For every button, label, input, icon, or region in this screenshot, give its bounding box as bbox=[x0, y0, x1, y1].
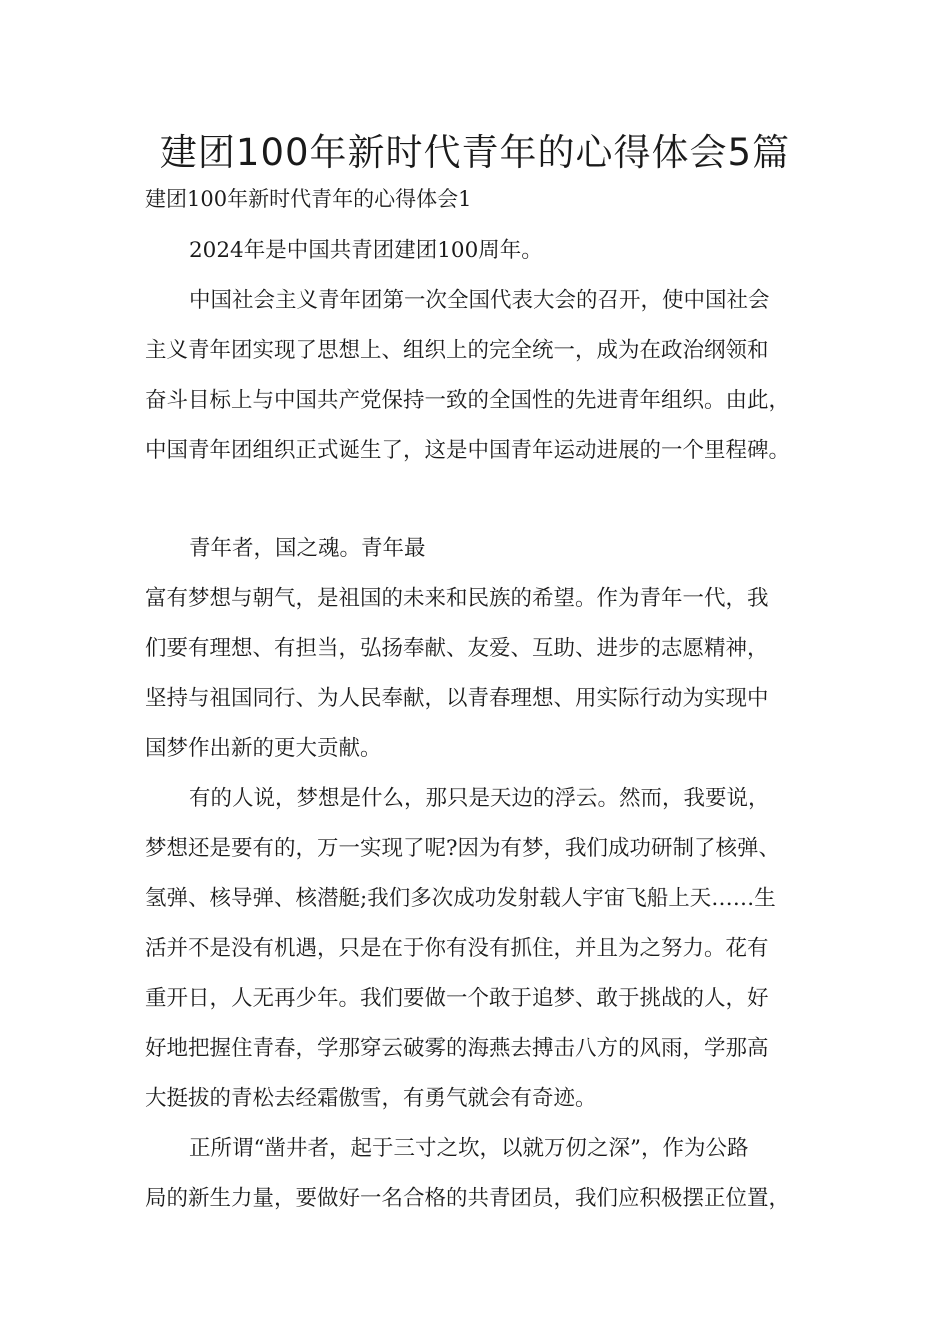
paragraph-2 bbox=[145, 276, 825, 476]
paragraph-line: 们要有理想、有担当，弘扬奉献、友爱、互助、进步的志愿精神， bbox=[145, 636, 769, 661]
paragraph-5 bbox=[145, 1124, 825, 1224]
section-subtitle: 建团100年新时代青年的心得体会1 bbox=[145, 187, 472, 211]
paragraph-line: 重开日，人无再少年。我们要做一个敢于追梦、敢于挑战的人，好 bbox=[145, 986, 769, 1011]
paragraph-line: 青年者，国之魂。青年最 bbox=[189, 536, 426, 561]
paragraph-4 bbox=[145, 774, 825, 1124]
paragraph-line: 梦想还是要有的，万一实现了呢?因为有梦，我们成功研制了核弹、 bbox=[145, 836, 781, 861]
paragraph-line: 好地把握住青春，学那穿云破雾的海燕去搏击八方的风雨，学那高 bbox=[145, 1036, 769, 1061]
paragraph-line: 大挺拔的青松去经霜傲雪，有勇气就会有奇迹。 bbox=[145, 1086, 597, 1111]
paragraph-line: 氢弹、核导弹、核潜艇;我们多次成功发射载人宇宙飞船上天……生 bbox=[145, 886, 776, 911]
paragraph-line: 国梦作出新的更大贡献。 bbox=[145, 736, 382, 761]
paragraph-line: 局的新生力量，要做好一名合格的共青团员，我们应积极摆正位置， bbox=[145, 1186, 791, 1211]
paragraph-line: 有的人说，梦想是什么，那只是天边的浮云。然而，我要说， bbox=[189, 786, 770, 811]
paragraph-1 bbox=[145, 226, 825, 276]
paragraph-line: 中国青年团组织正式诞生了，这是中国青年运动进展的一个里程碑。 bbox=[145, 438, 791, 463]
paragraph-line: 中国社会主义青年团第一次全国代表大会的召开，使中国社会 bbox=[189, 288, 770, 313]
paragraph-line: 奋斗目标上与中国共产党保持一致的全国性的先进青年组织。由此， bbox=[145, 388, 791, 413]
paragraph-line: 2024年是中国共青团建团100周年。 bbox=[189, 238, 543, 263]
document-title: 建团100年新时代青年的心得体会5篇 bbox=[159, 131, 791, 174]
paragraph-line: 主义青年团实现了思想上、组织上的完全统一，成为在政治纲领和 bbox=[145, 338, 769, 363]
paragraph-line: 活并不是没有机遇，只是在于你有没有抓住，并且为之努力。花有 bbox=[145, 936, 769, 961]
paragraph-3 bbox=[145, 524, 825, 774]
paragraph-line: 坚持与祖国同行、为人民奉献，以青春理想、用实际行动为实现中 bbox=[145, 686, 769, 711]
paragraph-line: 正所谓“凿井者，起于三寸之坎，以就万仞之深”，作为公路 bbox=[189, 1136, 749, 1161]
paragraph-line: 富有梦想与朝气，是祖国的未来和民族的希望。作为青年一代，我 bbox=[145, 586, 769, 611]
